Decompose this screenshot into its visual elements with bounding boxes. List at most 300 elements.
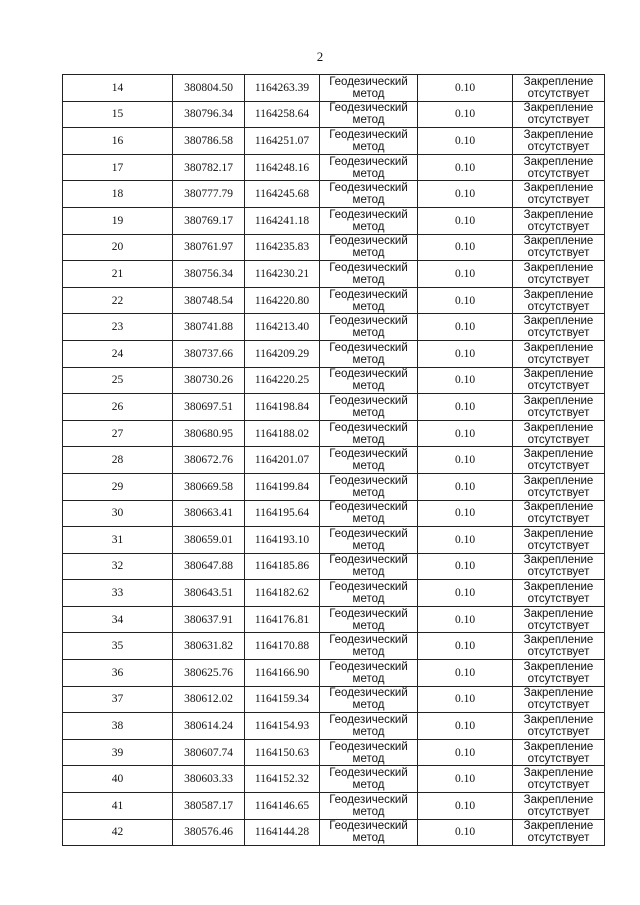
accuracy-value: 0.10 bbox=[418, 128, 513, 155]
coordinate-y: 1164152.32 bbox=[245, 766, 320, 793]
accuracy-value: 0.10 bbox=[418, 713, 513, 740]
point-number: 35 bbox=[63, 633, 173, 660]
method-line-2: метод bbox=[352, 619, 385, 632]
method-line-1: Геодезический bbox=[329, 421, 408, 434]
table-row bbox=[63, 447, 605, 474]
method-line-1: Геодезический bbox=[329, 714, 408, 727]
fixing-line-1: Закрепление bbox=[523, 634, 594, 647]
fixing-description bbox=[513, 367, 605, 394]
fixing-line-1: Закрепление bbox=[523, 687, 594, 700]
accuracy-value: 0.10 bbox=[418, 793, 513, 820]
accuracy-value: 0.10 bbox=[418, 314, 513, 341]
method-line-1: Геодезический bbox=[329, 634, 408, 647]
determination-method bbox=[320, 367, 418, 394]
fixing-description bbox=[513, 819, 605, 846]
fixing-line-2: отсутствует bbox=[527, 433, 590, 446]
method-line-1: Геодезический bbox=[329, 288, 408, 301]
point-number: 17 bbox=[63, 154, 173, 181]
table-row bbox=[63, 340, 605, 367]
coordinate-x: 380672.76 bbox=[173, 447, 245, 474]
table-row bbox=[63, 234, 605, 261]
method-line-2: метод bbox=[352, 726, 385, 739]
coordinate-y: 1164170.88 bbox=[245, 633, 320, 660]
fixing-line-2: отсутствует bbox=[527, 194, 590, 207]
fixing-line-2: отсутствует bbox=[527, 380, 590, 393]
method-line-1: Геодезический bbox=[329, 527, 408, 540]
accuracy-value: 0.10 bbox=[418, 473, 513, 500]
point-number: 19 bbox=[63, 207, 173, 234]
method-line-2: метод bbox=[352, 114, 385, 127]
page-number: 2 bbox=[316, 49, 324, 64]
coordinate-x: 380730.26 bbox=[173, 367, 245, 394]
method-line-2: метод bbox=[352, 805, 385, 818]
coordinate-y: 1164235.83 bbox=[245, 234, 320, 261]
fixing-line-2: отсутствует bbox=[527, 752, 590, 765]
method-line-2: метод bbox=[352, 194, 385, 207]
coordinate-x: 380587.17 bbox=[173, 793, 245, 820]
determination-method bbox=[320, 101, 418, 128]
determination-method bbox=[320, 527, 418, 554]
coordinate-y: 1164263.39 bbox=[245, 75, 320, 102]
table-row bbox=[63, 314, 605, 341]
point-number: 41 bbox=[63, 793, 173, 820]
coordinate-y: 1164201.07 bbox=[245, 447, 320, 474]
coordinate-y: 1164258.64 bbox=[245, 101, 320, 128]
method-line-1: Геодезический bbox=[329, 554, 408, 567]
point-number: 29 bbox=[63, 473, 173, 500]
accuracy-value: 0.10 bbox=[418, 154, 513, 181]
point-number: 25 bbox=[63, 367, 173, 394]
method-line-2: метод bbox=[352, 247, 385, 260]
coordinate-x: 380748.54 bbox=[173, 287, 245, 314]
method-line-2: метод bbox=[352, 140, 385, 153]
determination-method bbox=[320, 154, 418, 181]
table-row bbox=[63, 739, 605, 766]
point-number: 27 bbox=[63, 420, 173, 447]
method-line-2: метод bbox=[352, 752, 385, 765]
point-number: 40 bbox=[63, 766, 173, 793]
determination-method bbox=[320, 766, 418, 793]
coordinate-x: 380756.34 bbox=[173, 261, 245, 288]
fixing-description bbox=[513, 553, 605, 580]
determination-method bbox=[320, 207, 418, 234]
accuracy-value: 0.10 bbox=[418, 340, 513, 367]
method-line-1: Геодезический bbox=[329, 182, 408, 195]
table-row bbox=[63, 580, 605, 607]
determination-method bbox=[320, 420, 418, 447]
method-line-1: Геодезический bbox=[329, 740, 408, 753]
coordinate-x: 380576.46 bbox=[173, 819, 245, 846]
determination-method bbox=[320, 287, 418, 314]
point-number: 24 bbox=[63, 340, 173, 367]
table-row bbox=[63, 500, 605, 527]
fixing-line-1: Закрепление bbox=[523, 182, 594, 195]
point-number: 42 bbox=[63, 819, 173, 846]
point-number: 37 bbox=[63, 686, 173, 713]
accuracy-value: 0.10 bbox=[418, 75, 513, 102]
fixing-line-1: Закрепление bbox=[523, 261, 594, 274]
method-line-1: Геодезический bbox=[329, 155, 408, 168]
table-row bbox=[63, 287, 605, 314]
fixing-line-1: Закрепление bbox=[523, 208, 594, 221]
fixing-description bbox=[513, 686, 605, 713]
table-row bbox=[63, 553, 605, 580]
fixing-line-2: отсутствует bbox=[527, 327, 590, 340]
coordinate-y: 1164159.34 bbox=[245, 686, 320, 713]
fixing-line-1: Закрепление bbox=[523, 501, 594, 514]
coordinate-x: 380697.51 bbox=[173, 394, 245, 421]
accuracy-value: 0.10 bbox=[418, 606, 513, 633]
determination-method bbox=[320, 553, 418, 580]
coordinate-y: 1164144.28 bbox=[245, 819, 320, 846]
accuracy-value: 0.10 bbox=[418, 367, 513, 394]
method-line-1: Геодезический bbox=[329, 501, 408, 514]
fixing-line-2: отсутствует bbox=[527, 460, 590, 473]
coordinate-y: 1164220.25 bbox=[245, 367, 320, 394]
method-line-2: метод bbox=[352, 380, 385, 393]
table-row bbox=[63, 101, 605, 128]
coordinate-x: 380680.95 bbox=[173, 420, 245, 447]
coordinate-y: 1164193.10 bbox=[245, 527, 320, 554]
coordinate-x: 380777.79 bbox=[173, 181, 245, 208]
point-number: 18 bbox=[63, 181, 173, 208]
fixing-line-2: отсутствует bbox=[527, 805, 590, 818]
determination-method bbox=[320, 314, 418, 341]
coordinate-x: 380796.34 bbox=[173, 101, 245, 128]
coordinate-y: 1164230.21 bbox=[245, 261, 320, 288]
fixing-line-2: отсутствует bbox=[527, 566, 590, 579]
method-line-2: метод bbox=[352, 593, 385, 606]
fixing-line-2: отсутствует bbox=[527, 646, 590, 659]
method-line-1: Геодезический bbox=[329, 474, 408, 487]
fixing-line-1: Закрепление bbox=[523, 421, 594, 434]
fixing-line-2: отсутствует bbox=[527, 353, 590, 366]
accuracy-value: 0.10 bbox=[418, 447, 513, 474]
fixing-line-2: отсутствует bbox=[527, 593, 590, 606]
table-row bbox=[63, 420, 605, 447]
coordinate-x: 380603.33 bbox=[173, 766, 245, 793]
method-line-2: метод bbox=[352, 513, 385, 526]
point-number: 36 bbox=[63, 660, 173, 687]
accuracy-value: 0.10 bbox=[418, 553, 513, 580]
fixing-line-2: отсутствует bbox=[527, 672, 590, 685]
determination-method bbox=[320, 261, 418, 288]
accuracy-value: 0.10 bbox=[418, 420, 513, 447]
fixing-line-2: отсутствует bbox=[527, 273, 590, 286]
table-row bbox=[63, 181, 605, 208]
determination-method bbox=[320, 500, 418, 527]
method-line-2: метод bbox=[352, 460, 385, 473]
method-line-2: метод bbox=[352, 167, 385, 180]
method-line-1: Геодезический bbox=[329, 102, 408, 115]
coordinate-y: 1164188.02 bbox=[245, 420, 320, 447]
accuracy-value: 0.10 bbox=[418, 261, 513, 288]
accuracy-value: 0.10 bbox=[418, 686, 513, 713]
fixing-line-2: отсутствует bbox=[527, 406, 590, 419]
determination-method bbox=[320, 234, 418, 261]
coordinate-x: 380761.97 bbox=[173, 234, 245, 261]
coordinate-x: 380614.24 bbox=[173, 713, 245, 740]
fixing-description bbox=[513, 261, 605, 288]
coordinate-y: 1164241.18 bbox=[245, 207, 320, 234]
fixing-line-1: Закрепление bbox=[523, 740, 594, 753]
table-row bbox=[63, 394, 605, 421]
determination-method bbox=[320, 793, 418, 820]
method-line-2: метод bbox=[352, 486, 385, 499]
table-row bbox=[63, 367, 605, 394]
coordinate-y: 1164248.16 bbox=[245, 154, 320, 181]
coordinate-y: 1164198.84 bbox=[245, 394, 320, 421]
coordinate-x: 380643.51 bbox=[173, 580, 245, 607]
table-row bbox=[63, 128, 605, 155]
determination-method bbox=[320, 181, 418, 208]
coordinate-y: 1164166.90 bbox=[245, 660, 320, 687]
table-row bbox=[63, 473, 605, 500]
coordinate-y: 1164185.86 bbox=[245, 553, 320, 580]
method-line-1: Геодезический bbox=[329, 394, 408, 407]
fixing-description bbox=[513, 606, 605, 633]
method-line-2: метод bbox=[352, 220, 385, 233]
coordinate-x: 380637.91 bbox=[173, 606, 245, 633]
determination-method bbox=[320, 739, 418, 766]
accuracy-value: 0.10 bbox=[418, 580, 513, 607]
table-row bbox=[63, 154, 605, 181]
fixing-line-2: отсутствует bbox=[527, 726, 590, 739]
fixing-description bbox=[513, 340, 605, 367]
method-line-2: метод bbox=[352, 699, 385, 712]
method-line-1: Геодезический bbox=[329, 581, 408, 594]
fixing-description bbox=[513, 420, 605, 447]
fixing-line-2: отсутствует bbox=[527, 87, 590, 100]
coordinate-x: 380659.01 bbox=[173, 527, 245, 554]
fixing-line-1: Закрепление bbox=[523, 235, 594, 248]
method-line-1: Геодезический bbox=[329, 341, 408, 354]
coordinate-y: 1164199.84 bbox=[245, 473, 320, 500]
fixing-description bbox=[513, 633, 605, 660]
method-line-2: метод bbox=[352, 87, 385, 100]
coordinate-x: 380612.02 bbox=[173, 686, 245, 713]
fixing-description bbox=[513, 580, 605, 607]
accuracy-value: 0.10 bbox=[418, 660, 513, 687]
fixing-line-1: Закрепление bbox=[523, 75, 594, 88]
determination-method bbox=[320, 394, 418, 421]
method-line-1: Геодезический bbox=[329, 235, 408, 248]
table-row bbox=[63, 75, 605, 102]
fixing-line-2: отсутствует bbox=[527, 114, 590, 127]
fixing-line-2: отсутствует bbox=[527, 513, 590, 526]
method-line-1: Геодезический bbox=[329, 368, 408, 381]
fixing-line-1: Закрепление bbox=[523, 394, 594, 407]
fixing-line-1: Закрепление bbox=[523, 128, 594, 141]
fixing-description bbox=[513, 234, 605, 261]
coordinate-y: 1164245.68 bbox=[245, 181, 320, 208]
accuracy-value: 0.10 bbox=[418, 819, 513, 846]
fixing-description bbox=[513, 75, 605, 102]
fixing-line-1: Закрепление bbox=[523, 448, 594, 461]
accuracy-value: 0.10 bbox=[418, 207, 513, 234]
fixing-line-2: отсутствует bbox=[527, 832, 590, 845]
fixing-line-2: отсутствует bbox=[527, 699, 590, 712]
table-row bbox=[63, 527, 605, 554]
table-row bbox=[63, 766, 605, 793]
method-line-1: Геодезический bbox=[329, 75, 408, 88]
method-line-1: Геодезический bbox=[329, 208, 408, 221]
coordinate-y: 1164220.80 bbox=[245, 287, 320, 314]
coordinate-y: 1164182.62 bbox=[245, 580, 320, 607]
fixing-line-2: отсутствует bbox=[527, 486, 590, 499]
coordinate-x: 380607.74 bbox=[173, 739, 245, 766]
accuracy-value: 0.10 bbox=[418, 394, 513, 421]
coordinate-y: 1164209.29 bbox=[245, 340, 320, 367]
coordinate-y: 1164146.65 bbox=[245, 793, 320, 820]
fixing-line-2: отсутствует bbox=[527, 779, 590, 792]
determination-method bbox=[320, 580, 418, 607]
point-number: 20 bbox=[63, 234, 173, 261]
point-number: 39 bbox=[63, 739, 173, 766]
point-number: 22 bbox=[63, 287, 173, 314]
table-row bbox=[63, 793, 605, 820]
fixing-description bbox=[513, 766, 605, 793]
point-number: 31 bbox=[63, 527, 173, 554]
fixing-line-1: Закрепление bbox=[523, 554, 594, 567]
table-row bbox=[63, 819, 605, 846]
accuracy-value: 0.10 bbox=[418, 766, 513, 793]
accuracy-value: 0.10 bbox=[418, 527, 513, 554]
fixing-description bbox=[513, 713, 605, 740]
table-row bbox=[63, 686, 605, 713]
method-line-2: метод bbox=[352, 433, 385, 446]
method-line-2: метод bbox=[352, 406, 385, 419]
point-number: 32 bbox=[63, 553, 173, 580]
fixing-line-1: Закрепление bbox=[523, 527, 594, 540]
fixing-line-1: Закрепление bbox=[523, 288, 594, 301]
fixing-description bbox=[513, 793, 605, 820]
fixing-line-1: Закрепление bbox=[523, 714, 594, 727]
coordinate-x: 380737.66 bbox=[173, 340, 245, 367]
fixing-line-1: Закрепление bbox=[523, 102, 594, 115]
point-number: 16 bbox=[63, 128, 173, 155]
method-line-1: Геодезический bbox=[329, 660, 408, 673]
determination-method bbox=[320, 633, 418, 660]
coordinates-table bbox=[62, 74, 605, 846]
accuracy-value: 0.10 bbox=[418, 101, 513, 128]
method-line-1: Геодезический bbox=[329, 820, 408, 833]
table-row bbox=[63, 207, 605, 234]
coordinate-x: 380741.88 bbox=[173, 314, 245, 341]
fixing-line-1: Закрепление bbox=[523, 581, 594, 594]
table-body bbox=[63, 75, 605, 846]
fixing-line-1: Закрепление bbox=[523, 793, 594, 806]
accuracy-value: 0.10 bbox=[418, 633, 513, 660]
method-line-2: метод bbox=[352, 566, 385, 579]
fixing-line-2: отсутствует bbox=[527, 300, 590, 313]
fixing-line-2: отсутствует bbox=[527, 247, 590, 260]
fixing-line-1: Закрепление bbox=[523, 341, 594, 354]
method-line-2: метод bbox=[352, 273, 385, 286]
fixing-description bbox=[513, 527, 605, 554]
point-number: 23 bbox=[63, 314, 173, 341]
fixing-line-2: отсутствует bbox=[527, 539, 590, 552]
determination-method bbox=[320, 75, 418, 102]
determination-method bbox=[320, 819, 418, 846]
coordinate-y: 1164176.81 bbox=[245, 606, 320, 633]
fixing-line-1: Закрепление bbox=[523, 767, 594, 780]
fixing-line-1: Закрепление bbox=[523, 660, 594, 673]
method-line-2: метод bbox=[352, 832, 385, 845]
point-number: 30 bbox=[63, 500, 173, 527]
determination-method bbox=[320, 686, 418, 713]
method-line-2: метод bbox=[352, 300, 385, 313]
fixing-description bbox=[513, 447, 605, 474]
coordinate-x: 380769.17 bbox=[173, 207, 245, 234]
fixing-description bbox=[513, 394, 605, 421]
fixing-description bbox=[513, 207, 605, 234]
fixing-line-1: Закрепление bbox=[523, 607, 594, 620]
coordinate-y: 1164251.07 bbox=[245, 128, 320, 155]
coordinate-x: 380625.76 bbox=[173, 660, 245, 687]
determination-method bbox=[320, 473, 418, 500]
fixing-line-2: отсутствует bbox=[527, 140, 590, 153]
method-line-1: Геодезический bbox=[329, 261, 408, 274]
coordinate-x: 380782.17 bbox=[173, 154, 245, 181]
method-line-2: метод bbox=[352, 539, 385, 552]
table-row bbox=[63, 660, 605, 687]
fixing-description bbox=[513, 287, 605, 314]
fixing-description bbox=[513, 500, 605, 527]
fixing-description bbox=[513, 128, 605, 155]
point-number: 38 bbox=[63, 713, 173, 740]
fixing-description bbox=[513, 660, 605, 687]
fixing-description bbox=[513, 473, 605, 500]
coordinate-x: 380804.50 bbox=[173, 75, 245, 102]
accuracy-value: 0.10 bbox=[418, 181, 513, 208]
fixing-line-2: отсутствует bbox=[527, 220, 590, 233]
method-line-2: метод bbox=[352, 327, 385, 340]
method-line-2: метод bbox=[352, 672, 385, 685]
accuracy-value: 0.10 bbox=[418, 739, 513, 766]
fixing-description bbox=[513, 314, 605, 341]
coordinate-y: 1164154.93 bbox=[245, 713, 320, 740]
coordinate-x: 380663.41 bbox=[173, 500, 245, 527]
method-line-1: Геодезический bbox=[329, 315, 408, 328]
determination-method bbox=[320, 128, 418, 155]
determination-method bbox=[320, 713, 418, 740]
coordinate-x: 380631.82 bbox=[173, 633, 245, 660]
fixing-line-1: Закрепление bbox=[523, 368, 594, 381]
point-number: 26 bbox=[63, 394, 173, 421]
point-number: 34 bbox=[63, 606, 173, 633]
method-line-2: метод bbox=[352, 353, 385, 366]
coordinate-y: 1164195.64 bbox=[245, 500, 320, 527]
table-row bbox=[63, 713, 605, 740]
accuracy-value: 0.10 bbox=[418, 500, 513, 527]
fixing-description bbox=[513, 181, 605, 208]
method-line-1: Геодезический bbox=[329, 793, 408, 806]
point-number: 15 bbox=[63, 101, 173, 128]
fixing-line-1: Закрепление bbox=[523, 474, 594, 487]
accuracy-value: 0.10 bbox=[418, 234, 513, 261]
table-row bbox=[63, 633, 605, 660]
fixing-line-2: отсутствует bbox=[527, 619, 590, 632]
accuracy-value: 0.10 bbox=[418, 287, 513, 314]
table-row bbox=[63, 261, 605, 288]
fixing-description bbox=[513, 154, 605, 181]
method-line-1: Геодезический bbox=[329, 767, 408, 780]
point-number: 33 bbox=[63, 580, 173, 607]
fixing-line-1: Закрепление bbox=[523, 315, 594, 328]
point-number: 14 bbox=[63, 75, 173, 102]
method-line-1: Геодезический bbox=[329, 128, 408, 141]
